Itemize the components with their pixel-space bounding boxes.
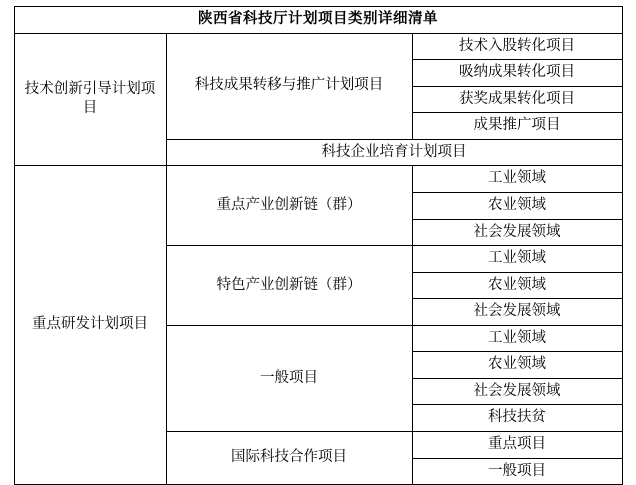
document-page (0, 6, 636, 479)
table-row (14, 166, 622, 193)
leaf-item: 社会发展领域 (412, 378, 622, 405)
leaf-item: 社会发展领域 (412, 219, 622, 246)
table-body (14, 7, 622, 485)
leaf-item: 吸纳成果转化项目 (412, 60, 622, 87)
leaf-item: 成果推广项目 (412, 113, 622, 140)
program-label: 重点产业创新链（群） (166, 166, 412, 246)
leaf-item: 工业领域 (412, 246, 622, 273)
leaf-item: 重点项目 (412, 432, 622, 459)
program-label: 科技成果转移与推广计划项目 (166, 33, 412, 139)
leaf-item: 科技扶贫 (412, 405, 622, 432)
category-label: 技术创新引导计划项目 (14, 33, 166, 166)
leaf-item: 农业领域 (412, 352, 622, 379)
leaf-item: 社会发展领域 (412, 299, 622, 326)
program-label: 特色产业创新链（群） (166, 246, 412, 326)
page-title: 陕西省科技厅计划项目类别详细清单 (14, 7, 622, 34)
table-title-row (14, 7, 622, 34)
leaf-item: 技术入股转化项目 (412, 33, 622, 60)
table-row (14, 33, 622, 60)
leaf-item: 工业领域 (412, 325, 622, 352)
category-label: 重点研发计划项目 (14, 166, 166, 485)
leaf-item: 工业领域 (412, 166, 622, 193)
leaf-item: 一般项目 (412, 458, 622, 485)
leaf-item: 农业领域 (412, 272, 622, 299)
program-label: 一般项目 (166, 325, 412, 431)
leaf-item: 农业领域 (412, 192, 622, 219)
program-label: 科技企业培育计划项目 (166, 139, 622, 166)
leaf-item: 获奖成果转化项目 (412, 86, 622, 113)
program-label: 国际科技合作项目 (166, 432, 412, 485)
project-category-table (14, 6, 623, 485)
